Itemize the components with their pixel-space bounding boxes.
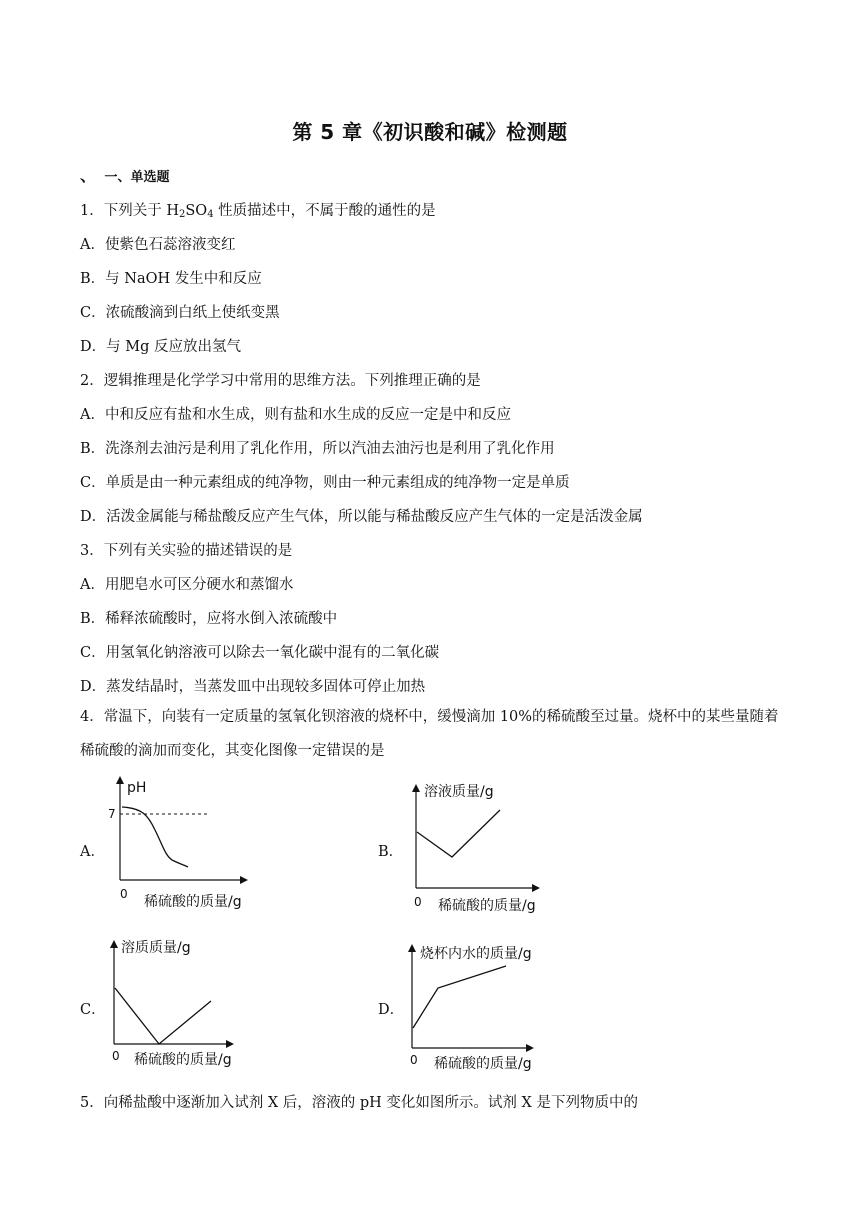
question-2-stem: 2．逻辑推理是化学学习中常用的思维方法。下列推理正确的是 [80, 373, 481, 389]
graph-b-y-label: 溶液质量/g [424, 784, 494, 800]
graph-b-origin: 0 [414, 895, 422, 909]
graph-d-x-label: 稀硫酸的质量/g [434, 1056, 532, 1072]
page-title: 第 5 章《初识酸和碱》检测题 [292, 120, 568, 144]
graph-c-curve [115, 988, 211, 1044]
graph-a [100, 770, 270, 920]
question-3-stem: 3．下列有关实验的描述错误的是 [80, 543, 293, 559]
question-4-stem: 4．常温下，向装有一定质量的氢氧化钡溶液的烧杯中，缓慢滴加 10%的稀硫酸至过量。烧杯中的某些量随着稀硫酸的滴加而变化，其变化图像一定错误的是 [80, 709, 779, 759]
section-label: 一、单选题 [104, 170, 170, 185]
question-2-option-a: A．中和反应有盐和水生成，则有盐和水生成的反应一定是中和反应 [80, 407, 511, 423]
graph-d-curve [413, 966, 506, 1028]
question-1-option-b: B．与 NaOH 发生中和反应 [80, 271, 262, 287]
graph-d-origin: 0 [410, 1053, 418, 1067]
graph-b-letter: B． [378, 844, 404, 860]
graph-a-y-label: pH [127, 780, 147, 796]
question-3-option-a: A．用肥皂水可区分硬水和蒸馏水 [80, 577, 294, 593]
graph-a-ref-label: 7 [108, 807, 116, 821]
graph-a-origin: 0 [120, 887, 128, 901]
question-1-option-a: A．使紫色石蕊溶液变红 [80, 237, 236, 253]
graph-a-letter: A． [80, 844, 105, 860]
graph-d [396, 936, 566, 1086]
graph-c [98, 932, 268, 1082]
graph-b-x-label: 稀硫酸的质量/g [438, 898, 536, 914]
graph-b [398, 772, 568, 922]
question-3-option-c: C．用氢氧化钠溶液可以除去一氧化碳中混有的二氧化碳 [80, 645, 440, 661]
question-2-option-b: B．洗涤剂去油污是利用了乳化作用，所以汽油去油污也是利用了乳化作用 [80, 441, 555, 457]
question-3-option-d: D．蒸发结晶时，当蒸发皿中出现较多固体可停止加热 [80, 679, 426, 695]
question-3-option-b: B．稀释浓硫酸时，应将水倒入浓硫酸中 [80, 611, 338, 627]
question-1-stem: 1．下列关于 $H_2SO_4$ 性质描述中，不属于酸的通性的是 [80, 203, 436, 220]
graph-d-y-label: 烧杯内水的质量/g [420, 946, 532, 962]
section-heading [80, 163, 170, 186]
question-2-option-d: D．活泼金属能与稀盐酸反应产生气体，所以能与稀盐酸反应产生气体的一定是活泼金属 [80, 509, 643, 525]
question-5-stem: 5．向稀盐酸中逐渐加入试剂 X 后，溶液的 pH 变化如图所示。试剂 X 是下列物质中的 [80, 1095, 638, 1111]
question-1-option-d: D．与 Mg 反应放出氢气 [80, 339, 241, 355]
graph-a-x-label: 稀硫酸的质量/g [144, 894, 242, 910]
section-mark: 、 [80, 166, 97, 185]
graph-b-curve [417, 810, 500, 857]
graph-d-letter: D． [378, 1002, 405, 1018]
graph-a-curve [122, 807, 188, 867]
question-2-option-c: C．单质是由一种元素组成的纯净物，则由一种元素组成的纯净物一定是单质 [80, 475, 570, 491]
graph-c-origin: 0 [112, 1049, 120, 1063]
graph-c-y-label: 溶质质量/g [121, 940, 191, 956]
graph-c-x-label: 稀硫酸的质量/g [134, 1052, 232, 1068]
graph-c-letter: C． [80, 1002, 106, 1018]
question-1-option-c: C．浓硫酸滴到白纸上使纸变黑 [80, 305, 280, 321]
